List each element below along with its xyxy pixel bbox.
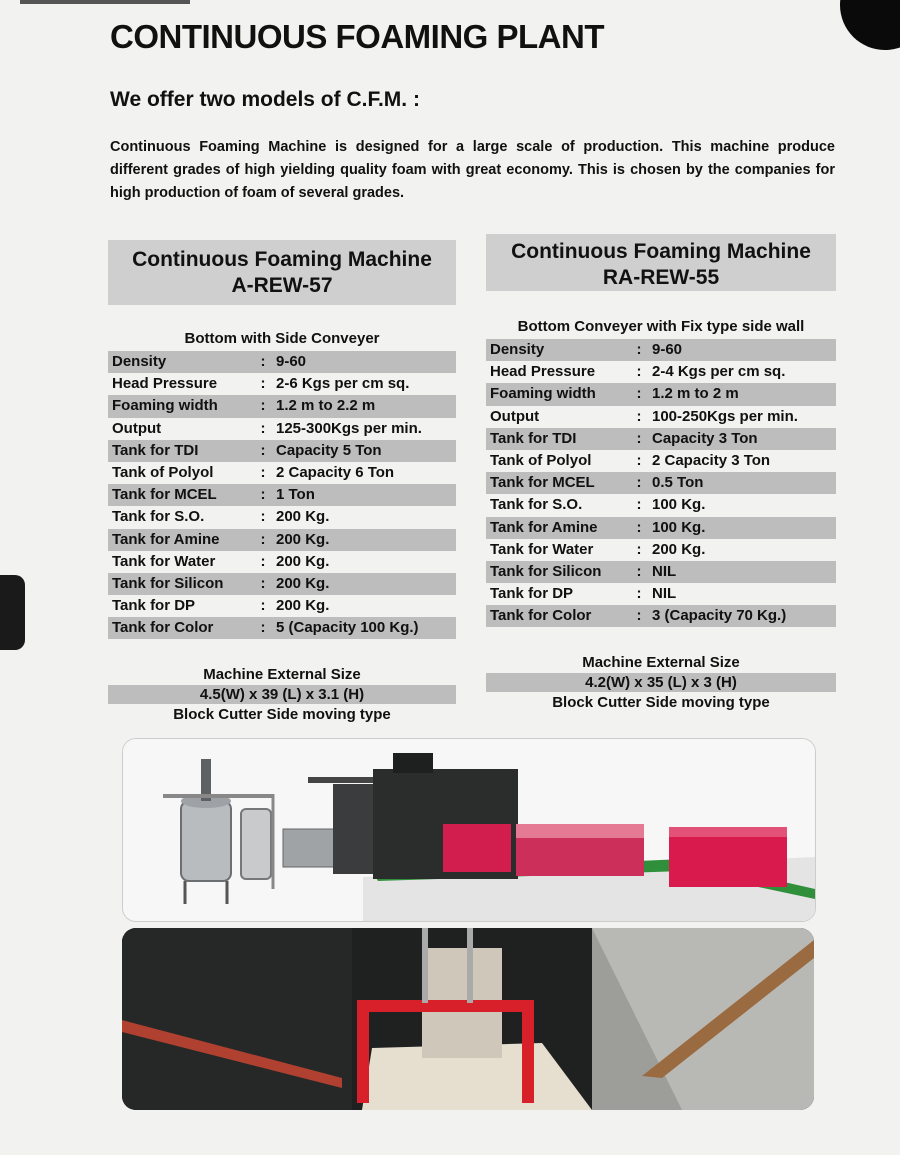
external-size-title: Machine External Size (582, 654, 740, 672)
spec-label: Foaming width (490, 385, 596, 403)
spec-label: Tank for Water (112, 552, 216, 570)
spec-value: 3 (Capacity 70 Kg.) (652, 607, 787, 625)
spec-value: 5 (Capacity 100 Kg.) (276, 619, 419, 637)
spec-value: 2 Capacity 3 Ton (652, 451, 771, 469)
spec-separator: : (260, 463, 266, 481)
machine-line-photo (122, 738, 816, 922)
scan-edge-shadow (0, 575, 25, 650)
block-cutter-photo (122, 928, 814, 1110)
spec-value: 2 Capacity 6 Ton (276, 463, 395, 481)
block-cutter-note: Block Cutter Side moving type (552, 694, 770, 712)
spec-value: 1 Ton (276, 486, 315, 504)
spec-separator: : (260, 486, 266, 504)
spec-separator: : (636, 385, 642, 403)
spec-value: 2-6 Kgs per cm sq. (276, 375, 410, 393)
spec-row-tank-polyol (486, 450, 836, 472)
spec-value: 125-300Kgs per min. (276, 419, 422, 437)
spec-row-tank-dp (486, 583, 836, 605)
spec-row-tank-so (486, 494, 836, 516)
spec-separator: : (636, 540, 642, 558)
model-code: RA-REW-55 (602, 266, 720, 289)
spec-row-tank-amine (108, 529, 456, 551)
spec-row-tank-polyol (108, 462, 456, 484)
spec-label: Density (490, 341, 545, 358)
spec-row-tank-so (108, 506, 456, 528)
spec-separator: : (260, 441, 266, 459)
machine-line-illustration (123, 739, 815, 921)
spec-value: 100 Kg. (652, 496, 706, 514)
spec-row-tank-dp (108, 595, 456, 617)
spec-value: Capacity 3 Ton (652, 429, 758, 447)
spec-label: Density (112, 353, 167, 370)
external-size-block (486, 653, 836, 714)
spec-value: Capacity 5 Ton (276, 441, 382, 459)
spec-row-density (108, 351, 456, 373)
spec-label: Tank for MCEL (490, 474, 595, 492)
spec-label: Output (112, 419, 162, 437)
spec-label: Head Pressure (490, 363, 596, 381)
spec-separator: : (260, 597, 266, 615)
spec-value: 9-60 (276, 353, 307, 370)
spec-separator: : (636, 429, 642, 447)
spec-value: 0.5 Ton (652, 474, 704, 492)
spec-value: 9-60 (652, 341, 683, 358)
spec-value: 200 Kg. (276, 530, 330, 548)
spec-label: Tank for Water (490, 540, 594, 558)
spec-separator: : (636, 407, 642, 425)
spec-row-tank-tdi (486, 428, 836, 450)
spec-row-density (486, 339, 836, 361)
spec-value: 200 Kg. (652, 540, 706, 558)
spec-label: Foaming width (112, 397, 218, 415)
block-cutter-illustration (122, 928, 814, 1110)
page-subtitle: We offer two models of C.F.M. : (110, 88, 420, 111)
spec-separator: : (260, 397, 266, 415)
spec-row-tank-mcel (486, 472, 836, 494)
spec-label: Tank for Silicon (112, 574, 224, 592)
spec-separator: : (260, 574, 266, 592)
conveyor-type: Bottom Conveyer with Fix type side wall (517, 318, 805, 335)
spec-label: Tank of Polyol (490, 451, 592, 469)
conveyor-type: Bottom with Side Conveyer (184, 330, 380, 347)
spec-row-tank-amine (486, 517, 836, 539)
spec-label: Tank for Color (112, 619, 214, 637)
spec-value: 200 Kg. (276, 552, 330, 570)
spec-row-tank-mcel (108, 484, 456, 506)
spec-label: Tank of Polyol (112, 463, 214, 481)
block-cutter-note: Block Cutter Side moving type (173, 706, 391, 724)
model-header (108, 240, 456, 305)
model-code: A-REW-57 (231, 274, 333, 297)
spec-table (108, 351, 456, 639)
model-name: Continuous Foaming Machine (511, 240, 811, 263)
spec-value: 200 Kg. (276, 508, 330, 526)
spec-separator: : (260, 419, 266, 437)
spec-separator: : (260, 619, 266, 637)
model-card-ra-rew-55 (486, 234, 836, 714)
spec-row-output (108, 418, 456, 440)
spec-label: Tank for S.O. (490, 496, 583, 514)
spec-value: 1.2 m to 2 m (652, 385, 739, 403)
spec-separator: : (636, 518, 642, 536)
spec-label: Tank for Color (490, 607, 592, 625)
spec-separator: : (260, 552, 266, 570)
external-size-value: 4.2(W) x 35 (L) x 3 (H) (486, 673, 836, 692)
spec-value: NIL (652, 562, 677, 580)
spec-row-output (486, 406, 836, 428)
spec-separator: : (260, 530, 266, 548)
intro-paragraph: Continuous Foaming Machine is designed for a large scale of production. This machine produce different grades of high yielding quality foam with great economy. This is chosen by the companies for high production of foam of several grades. (110, 139, 835, 201)
spec-label: Tank for Silicon (490, 562, 602, 580)
spec-separator: : (636, 496, 642, 514)
spec-table (486, 339, 836, 627)
spec-row-tank-water (108, 551, 456, 573)
page-edge-text-fragment (20, 0, 190, 4)
external-size-title: Machine External Size (203, 666, 361, 684)
spec-separator: : (636, 363, 642, 381)
spec-separator: : (636, 474, 642, 492)
spec-label: Tank for DP (490, 585, 574, 603)
spec-row-tank-color (108, 617, 456, 639)
scan-corner-shadow (840, 0, 900, 50)
spec-separator: : (636, 451, 642, 469)
page-title: CONTINUOUS FOAMING PLANT (110, 18, 604, 55)
spec-label: Output (490, 407, 540, 425)
spec-value: 200 Kg. (276, 597, 330, 615)
spec-label: Tank for DP (112, 597, 196, 615)
spec-separator: : (636, 585, 642, 603)
spec-label: Head Pressure (112, 375, 218, 393)
model-name: Continuous Foaming Machine (132, 248, 432, 271)
model-header (486, 234, 836, 291)
spec-separator: : (260, 375, 266, 393)
spec-label: Tank for MCEL (112, 486, 217, 504)
spec-label: Tank for Amine (112, 530, 220, 548)
spec-separator: : (260, 353, 266, 370)
spec-value: 2-4 Kgs per cm sq. (652, 363, 786, 381)
spec-value: 100-250Kgs per min. (652, 407, 798, 425)
spec-value: 200 Kg. (276, 574, 330, 592)
spec-label: Tank for TDI (112, 441, 199, 459)
spec-label: Tank for Amine (490, 518, 598, 536)
spec-row-foaming-width (108, 395, 456, 417)
external-size-block (108, 665, 456, 726)
spec-separator: : (636, 607, 642, 625)
spec-row-head-pressure (108, 373, 456, 395)
spec-separator: : (636, 341, 642, 358)
spec-label: Tank for TDI (490, 429, 577, 447)
spec-row-tank-water (486, 539, 836, 561)
spec-separator: : (260, 508, 266, 526)
spec-row-tank-color (486, 605, 836, 627)
spec-row-tank-silicon (108, 573, 456, 595)
spec-value: NIL (652, 585, 677, 603)
spec-value: 1.2 m to 2.2 m (276, 397, 376, 415)
spec-row-foaming-width (486, 383, 836, 405)
spec-separator: : (636, 562, 642, 580)
spec-row-tank-tdi (108, 440, 456, 462)
spec-label: Tank for S.O. (112, 508, 205, 526)
spec-value: 100 Kg. (652, 518, 706, 536)
spec-row-head-pressure (486, 361, 836, 383)
external-size-value: 4.5(W) x 39 (L) x 3.1 (H) (108, 685, 456, 704)
model-card-a-rew-57 (108, 240, 456, 726)
spec-row-tank-silicon (486, 561, 836, 583)
